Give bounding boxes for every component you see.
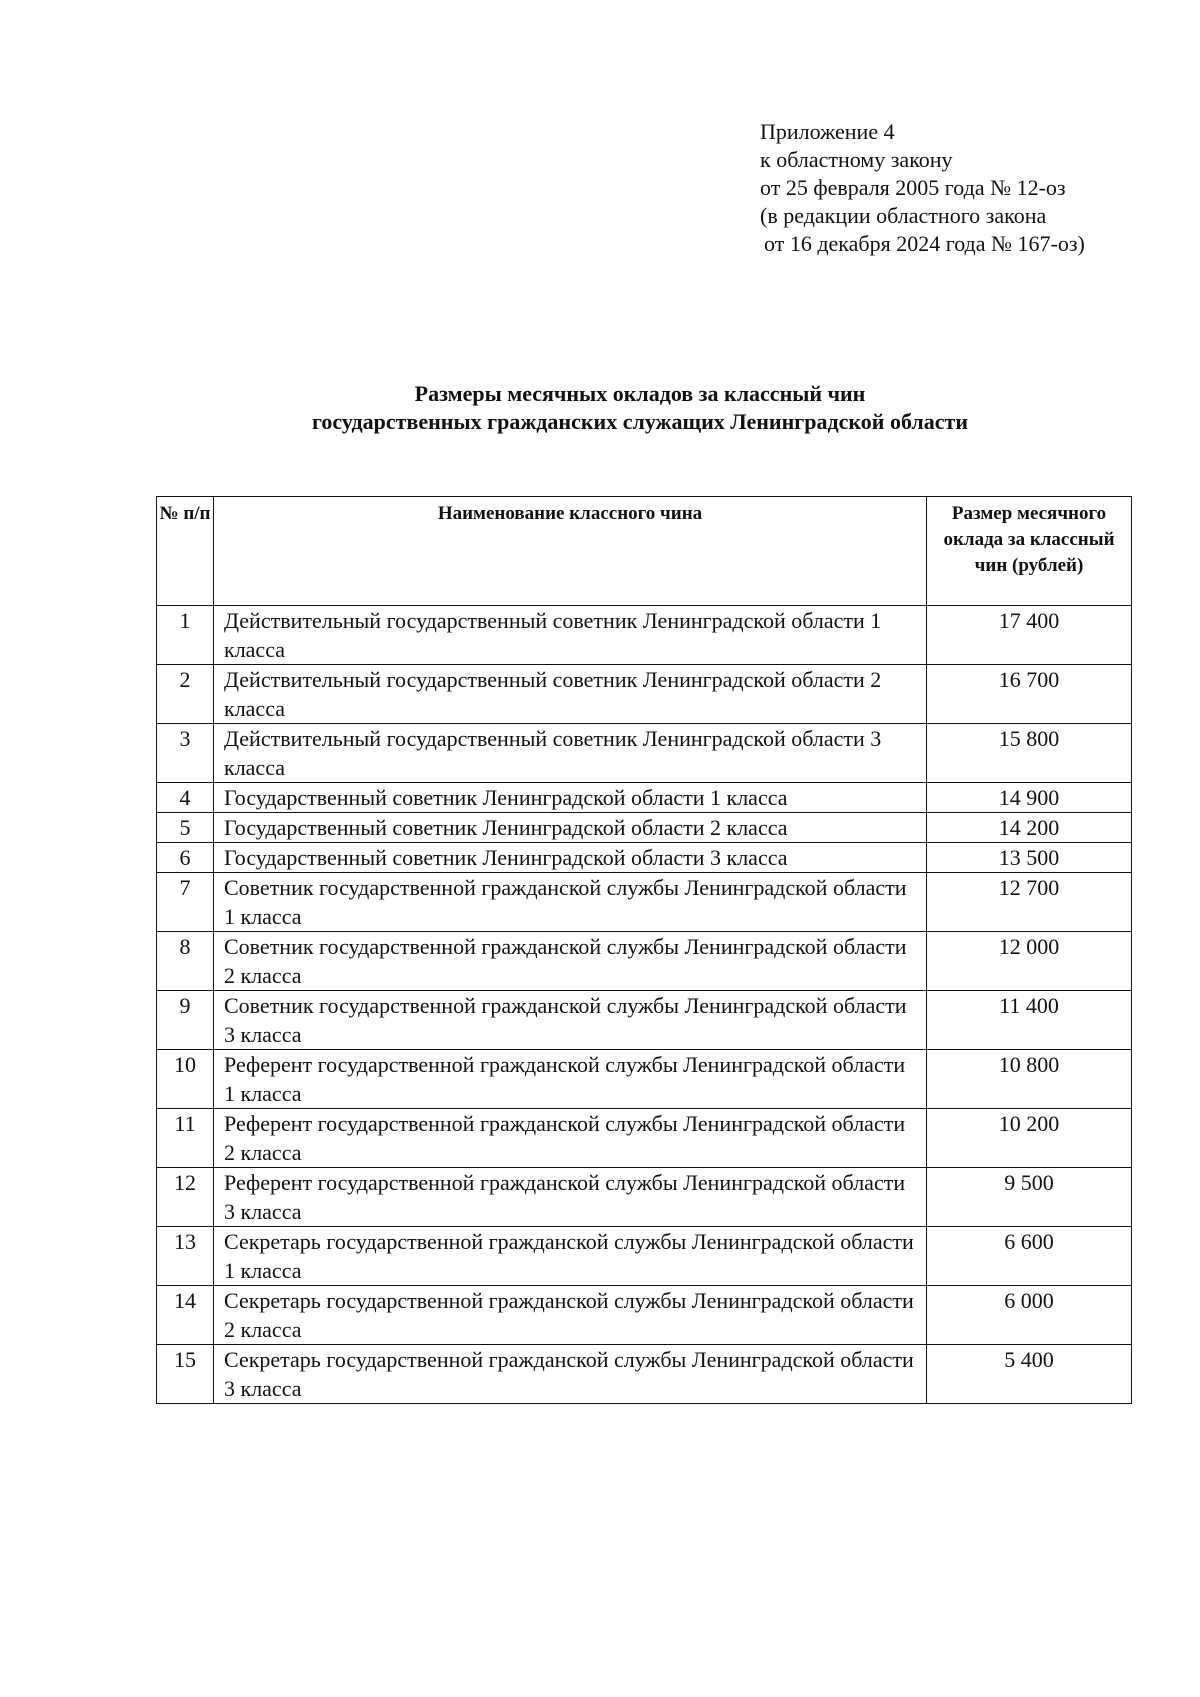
table-row xyxy=(157,665,1132,724)
salary-value: 12 000 xyxy=(927,932,1132,991)
salary-value: 6 000 xyxy=(927,1286,1132,1345)
row-number: 9 xyxy=(157,991,214,1050)
salary-value: 17 400 xyxy=(927,606,1132,665)
row-number: 14 xyxy=(157,1286,214,1345)
table-row xyxy=(157,783,1132,813)
table-row xyxy=(157,1286,1132,1345)
salary-value: 9 500 xyxy=(927,1168,1132,1227)
salary-value: 14 200 xyxy=(927,813,1132,843)
salary-value: 13 500 xyxy=(927,843,1132,873)
row-number: 1 xyxy=(157,606,214,665)
appendix-header-line: от 16 декабря 2024 года № 167-оз) xyxy=(764,231,1085,256)
table-row xyxy=(157,724,1132,783)
row-number: 5 xyxy=(157,813,214,843)
header-rank-name: Наименование классного чина xyxy=(214,497,927,606)
rank-name: Секретарь государственной гражданской службы Ленинградской области 3 класса xyxy=(214,1345,927,1404)
table-row xyxy=(157,991,1132,1050)
row-number: 13 xyxy=(157,1227,214,1286)
table-body xyxy=(157,606,1132,1404)
table-row xyxy=(157,606,1132,665)
rank-name: Секретарь государственной гражданской службы Ленинградской области 1 класса xyxy=(214,1227,927,1286)
row-number: 3 xyxy=(157,724,214,783)
table-row xyxy=(157,1227,1132,1286)
appendix-header xyxy=(760,118,1160,258)
header-number: № п/п xyxy=(157,497,214,606)
table-header-row xyxy=(157,497,1132,606)
salary-value: 6 600 xyxy=(927,1227,1132,1286)
salary-value: 16 700 xyxy=(927,665,1132,724)
table-row xyxy=(157,1050,1132,1109)
rank-name: Советник государственной гражданской службы Ленинградской области 1 класса xyxy=(214,873,927,932)
salary-value: 11 400 xyxy=(927,991,1132,1050)
document-title-line: Размеры месячных окладов за классный чин xyxy=(414,381,866,406)
rank-name: Государственный советник Ленинградской области 1 класса xyxy=(214,783,927,813)
row-number: 6 xyxy=(157,843,214,873)
table-row xyxy=(157,843,1132,873)
row-number: 4 xyxy=(157,783,214,813)
rank-name: Действительный государственный советник Ленинградской области 3 класса xyxy=(214,724,927,783)
rank-name: Секретарь государственной гражданской службы Ленинградской области 2 класса xyxy=(214,1286,927,1345)
row-number: 12 xyxy=(157,1168,214,1227)
table-row xyxy=(157,813,1132,843)
document-title-line: государственных гражданских служащих Ленинградской области xyxy=(311,409,968,434)
row-number: 2 xyxy=(157,665,214,724)
header-salary: Размер месячного оклада за классный чин (рублей) xyxy=(927,497,1132,606)
appendix-header-line: к областному закону xyxy=(760,147,953,172)
document-title xyxy=(150,380,1130,436)
salary-value: 5 400 xyxy=(927,1345,1132,1404)
appendix-header-line: Приложение 4 xyxy=(760,119,895,144)
salary-value: 10 200 xyxy=(927,1109,1132,1168)
class-rank-salary-table xyxy=(156,496,1132,1404)
row-number: 11 xyxy=(157,1109,214,1168)
rank-name: Советник государственной гражданской службы Ленинградской области 2 класса xyxy=(214,932,927,991)
salary-value: 14 900 xyxy=(927,783,1132,813)
table-row xyxy=(157,1345,1132,1404)
table-row xyxy=(157,873,1132,932)
appendix-header-line: (в редакции областного закона xyxy=(760,203,1047,228)
rank-name: Государственный советник Ленинградской области 3 класса xyxy=(214,843,927,873)
row-number: 8 xyxy=(157,932,214,991)
rank-name: Государственный советник Ленинградской области 2 класса xyxy=(214,813,927,843)
table-row xyxy=(157,1109,1132,1168)
rank-name: Действительный государственный советник Ленинградской области 2 класса xyxy=(214,665,927,724)
salary-value: 12 700 xyxy=(927,873,1132,932)
row-number: 15 xyxy=(157,1345,214,1404)
row-number: 7 xyxy=(157,873,214,932)
rank-name: Действительный государственный советник Ленинградской области 1 класса xyxy=(214,606,927,665)
table-row xyxy=(157,1168,1132,1227)
rank-name: Референт государственной гражданской службы Ленинградской области 3 класса xyxy=(214,1168,927,1227)
row-number: 10 xyxy=(157,1050,214,1109)
rank-name: Референт государственной гражданской службы Ленинградской области 1 класса xyxy=(214,1050,927,1109)
appendix-header-line: от 25 февраля 2005 года № 12-оз xyxy=(760,175,1066,200)
salary-value: 10 800 xyxy=(927,1050,1132,1109)
rank-name: Советник государственной гражданской службы Ленинградской области 3 класса xyxy=(214,991,927,1050)
table-row xyxy=(157,932,1132,991)
salary-value: 15 800 xyxy=(927,724,1132,783)
rank-name: Референт государственной гражданской службы Ленинградской области 2 класса xyxy=(214,1109,927,1168)
